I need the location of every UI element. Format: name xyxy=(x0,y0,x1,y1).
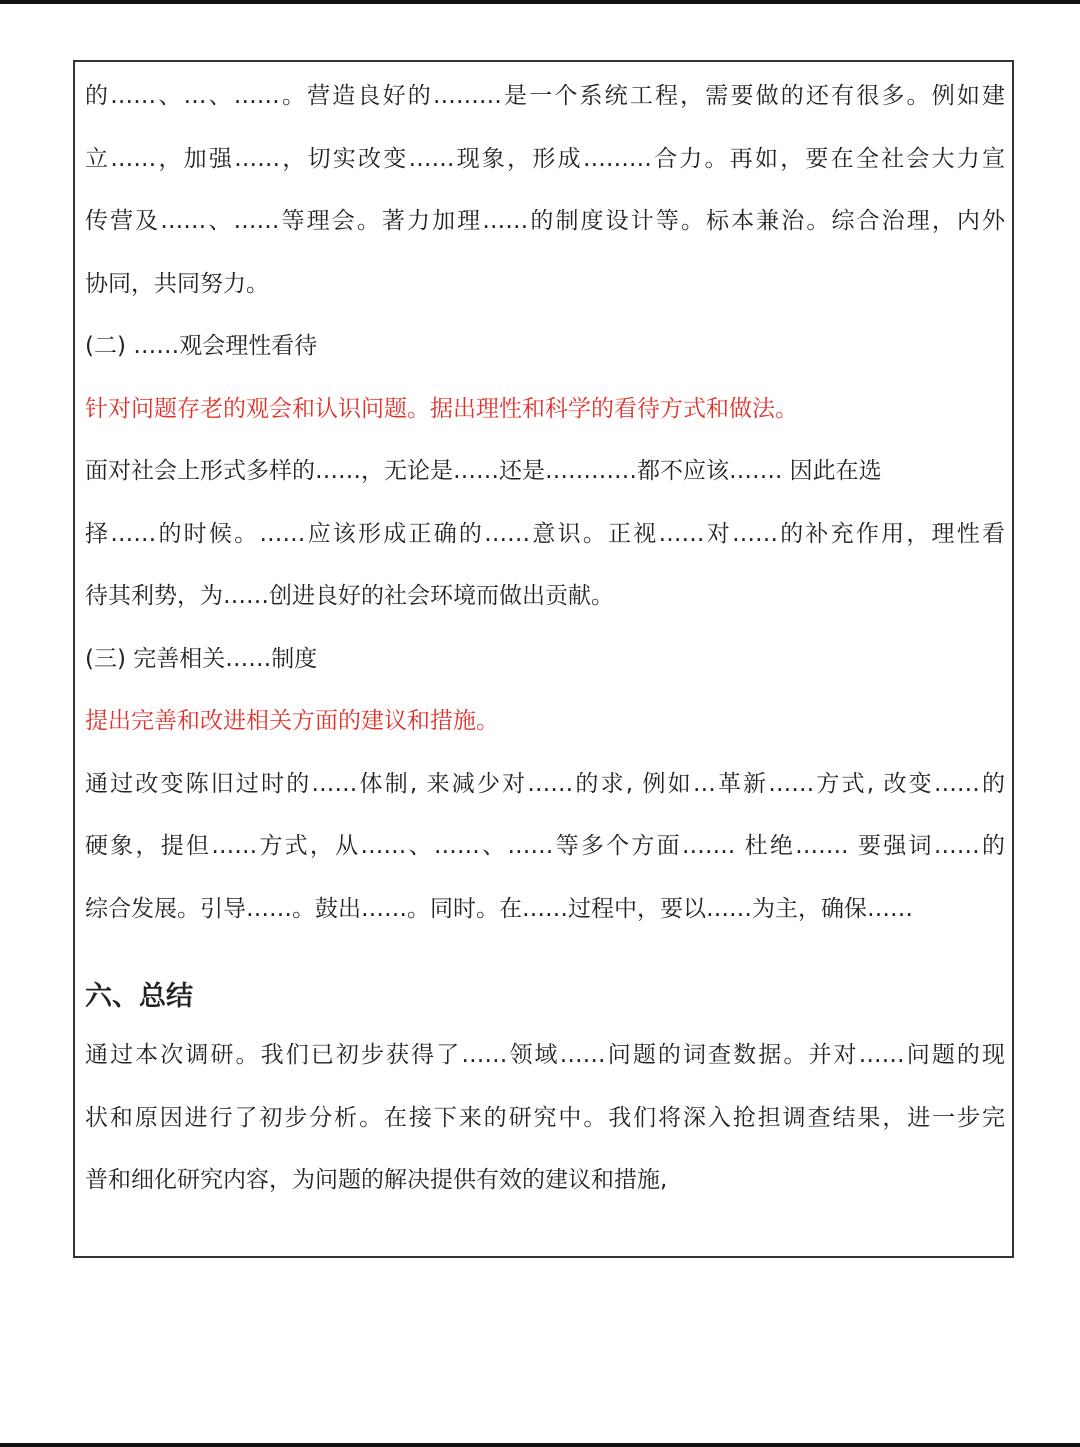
paragraph-improve-system xyxy=(85,762,1005,950)
section-heading-summary: 六、总结 xyxy=(85,981,193,1012)
paragraph-line: 择……的时候。……应该形成正确的……意识。正视……对……的补充作用，理性看 xyxy=(85,520,1005,547)
subheading-rational-view: (二) ……观会理性看待 xyxy=(85,333,318,359)
bottom-edge-bar xyxy=(0,1443,1080,1447)
paragraph-line: 传营及……、……等理会。著力加理……的制度设计等。标本兼治。综合治理，内外 xyxy=(85,208,1005,234)
paragraph-line: 面对社会上形式多样的……，无论是……还是…………都不应该……. 因此在选 xyxy=(85,458,882,484)
paragraph-line: 立……，加强……，切实改变……现象，形成………合力。再如，要在全社会大力宣 xyxy=(85,145,1005,172)
document-body xyxy=(85,74,1005,1221)
paragraph-measures xyxy=(85,74,1005,324)
paragraph-line: 协同，共同努力。 xyxy=(85,270,269,297)
paragraph-line: 硬象，提但……方式，从……、……、……等多个方面……. 杜绝……. 要强词……的 xyxy=(85,833,1005,859)
red-note-improve-system: 提出完善和改进相关方面的建议和措施。 xyxy=(85,708,499,734)
paragraph-summary xyxy=(85,1033,1005,1221)
paragraph-line: 通过本次调研。我们已初步获得了……领域……问题的词查数据。并对……问题的现 xyxy=(85,1042,1005,1068)
top-edge-bar xyxy=(0,0,1080,4)
paragraph-line: 状和原因进行了初步分析。在接下来的研究中。我们将深入抢担调查结果，进一步完 xyxy=(85,1104,1005,1131)
paragraph-line: 综合发展。引导……。鼓出……。同时。在……过程中，要以……为主，确保…… xyxy=(85,895,913,922)
subheading-improve-system: (三) 完善相关……制度 xyxy=(85,645,318,672)
paragraph-line: 普和细化研究内容，为问题的解决提供有效的建议和措施, xyxy=(85,1167,668,1193)
paragraph-rational-view xyxy=(85,449,1005,637)
red-note-rational-view: 针对问题存老的观会和认识问题。据出理性和科学的看待方式和做法。 xyxy=(85,395,798,422)
paragraph-line: 的……、…、……。营造良好的………是一个系统工程，需要做的还有很多。例如建 xyxy=(85,83,1005,109)
paragraph-line: 待其利势，为……创进良好的社会环境而做出贡献。 xyxy=(85,583,614,609)
document-frame xyxy=(73,60,1014,1258)
paragraph-line: 通过改变陈旧过时的……体制, 来减少对……的求, 例如…革新……方式, 改变……的 xyxy=(85,770,1005,797)
